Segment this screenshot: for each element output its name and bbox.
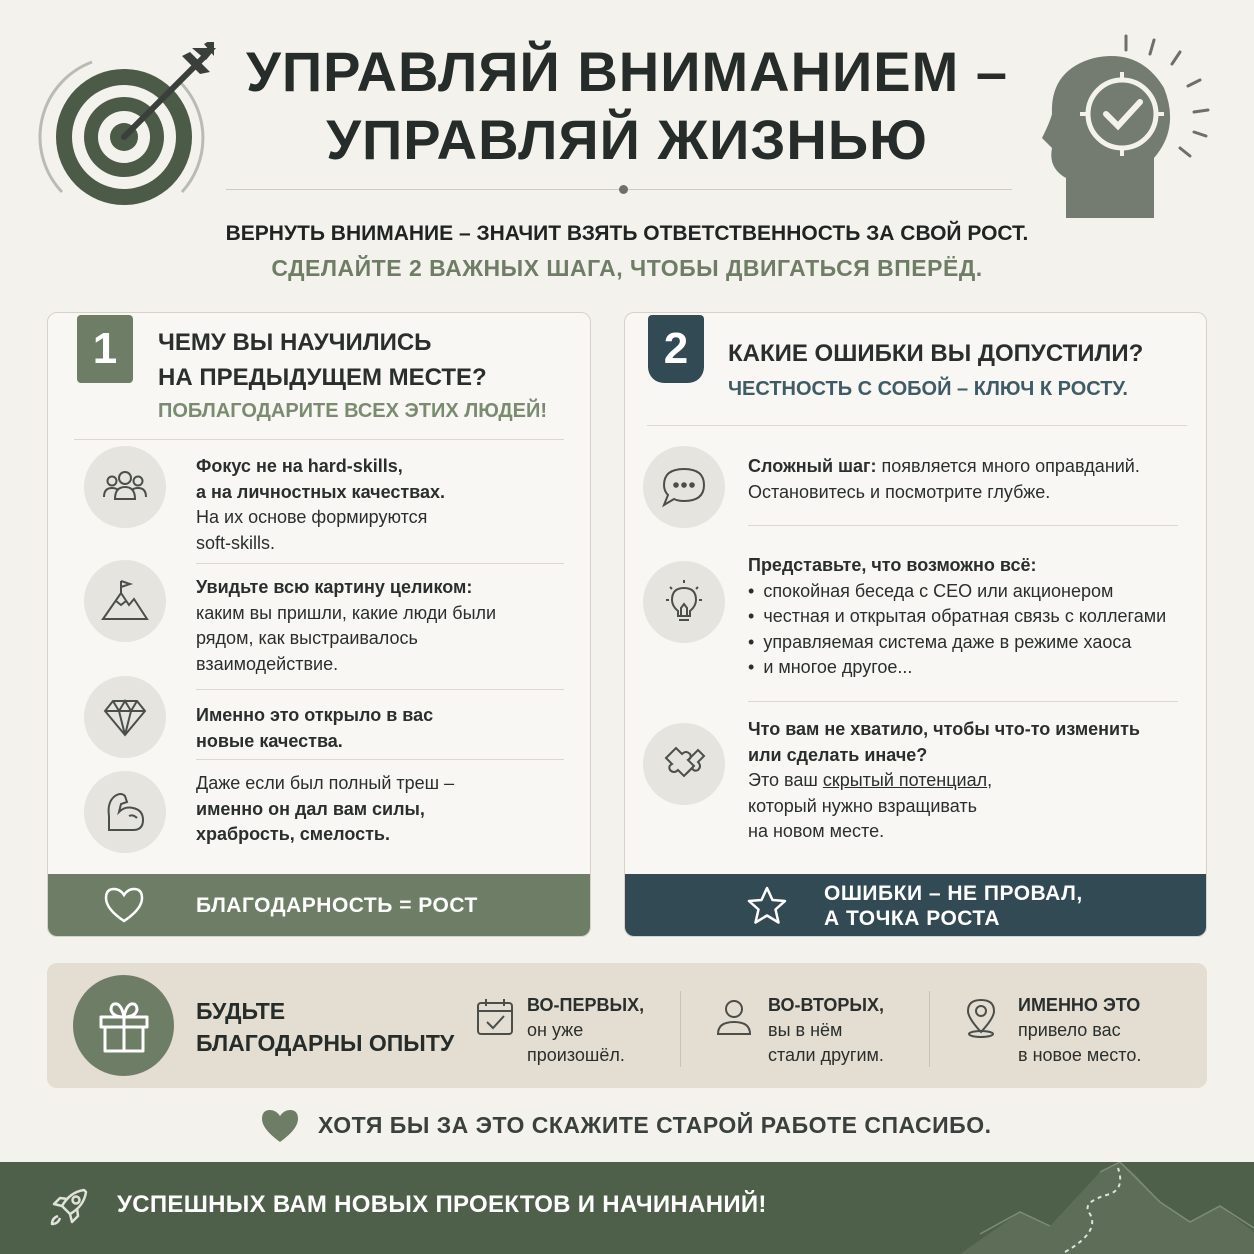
card2-footer-text	[824, 881, 1083, 931]
bullet-item: • честная и открытая обратная связь с коллегами	[748, 604, 1166, 630]
card1-title	[158, 325, 487, 395]
card2-footer-line-1: ОШИБКИ – НЕ ПРОВАЛ,	[824, 882, 1083, 905]
card2-item-3-text-1a: Это ваш	[748, 770, 818, 790]
heart-filled-icon	[260, 1107, 300, 1150]
card1-title-line-2: НА ПРЕДЫДУЩЕМ МЕСТЕ?	[158, 364, 487, 391]
mountain-summit-flag-icon	[960, 1162, 1254, 1254]
card1-item-2-text-1: каким вы пришли, какие люди были	[196, 602, 497, 623]
thanks-text: ХОТЯ БЫ ЗА ЭТО СКАЖИТЕ СТАРОЙ РАБОТЕ СПАСИБО.	[318, 1112, 992, 1138]
title-line-1: УПРАВЛЯЙ ВНИМАНИЕМ –	[246, 40, 1008, 103]
card-step-1	[47, 312, 591, 937]
card2-item-2	[748, 553, 1166, 681]
gratitude-col-3-text-2: в новое место.	[1018, 1045, 1142, 1065]
card2-item-3-text-2: который нужно взращивать	[748, 795, 977, 816]
gratitude-col-3-bold: ИМЕННО ЭТО	[1018, 995, 1141, 1015]
card1-header-divider	[74, 439, 564, 440]
card2-item-3	[748, 717, 1140, 845]
card2-footer-line-2: А ТОЧКА РОСТА	[824, 907, 1001, 930]
gratitude-col-3	[1018, 993, 1141, 1068]
gratitude-col-2-text-1: вы в нём	[768, 1020, 843, 1040]
star-outline-icon	[745, 885, 789, 932]
gift-icon	[73, 975, 174, 1076]
card1-item-2-bold: Увидьте всю картину целиком:	[196, 577, 473, 597]
card1-footer-banner	[48, 874, 590, 936]
card2-subtitle: ЧЕСТНОСТЬ С СОБОЙ – КЛЮЧ К РОСТУ.	[728, 378, 1128, 400]
gratitude-col-2	[768, 993, 884, 1068]
card2-item-3-bold-2: или сделать иначе?	[748, 744, 928, 765]
header-subtitle-2: СДЕЛАЙТЕ 2 ВАЖНЫХ ШАГА, ЧТОБЫ ДВИГАТЬСЯ ВПЕРЁД.	[271, 255, 983, 281]
card1-item-3-bold-1: Именно это открыло в вас	[196, 705, 434, 725]
card1-item-2-text-3: взаимодействие.	[196, 653, 339, 674]
bullet-item: • и многое другое...	[748, 655, 1166, 681]
card1-item-1-text-1: На их основе формируются	[196, 507, 428, 527]
gratitude-title-line-1: БУДЬТЕ	[196, 998, 286, 1024]
footer-text: УСПЕШНЫХ ВАМ НОВЫХ ПРОЕКТОВ И НАЧИНАНИЙ!	[117, 1191, 767, 1218]
card2-item-1-bold: Сложный шаг:	[748, 456, 877, 476]
card1-item-3	[196, 703, 433, 754]
heart-outline-icon	[102, 885, 146, 930]
card1-item-4-bold-1: именно он дал вам силы,	[196, 798, 425, 819]
bullet-item: • управляемая система даже в режиме хаоса	[748, 630, 1166, 656]
card1-item-4-bold-2: храбрость, смелость.	[196, 824, 390, 844]
card1-item-1	[196, 454, 445, 556]
card1-item-4	[196, 771, 454, 848]
gratitude-col-1-text-1: он уже	[527, 1020, 584, 1040]
flexed-arm-icon	[84, 771, 166, 853]
step-number-badge: 2	[648, 315, 704, 383]
card1-subtitle: ПОБЛАГОДАРИТЕ ВСЕХ ЭТИХ ЛЮДЕЙ!	[158, 400, 548, 422]
page-title	[200, 38, 1054, 174]
puzzle-icon	[643, 723, 725, 805]
mountain-flag-icon	[84, 560, 166, 642]
card1-item-1-bold-1: Фокус не на hard-skills,	[196, 456, 403, 476]
head-checkmark-icon	[1030, 28, 1230, 228]
card1-footer-text: БЛАГОДАРНОСТЬ = РОСТ	[196, 894, 478, 917]
card2-footer-banner	[625, 874, 1206, 936]
target-arrow-icon	[32, 42, 222, 222]
bullet-item: • спокойная беседа с CEO или акционером	[748, 579, 1166, 605]
card2-item-3-comma: ,	[987, 770, 993, 790]
card1-item-2	[196, 575, 496, 677]
card2-item-1-text-2: Остановитесь и посмотрите глубже.	[748, 481, 1051, 502]
gratitude-title-line-2: БЛАГОДАРНЫ ОПЫТУ	[196, 1030, 455, 1056]
card1-item-3-bold-2: новые качества.	[196, 730, 343, 751]
card2-item-3-text-3: на новом месте.	[748, 821, 885, 841]
person-icon	[713, 996, 755, 1038]
card1-item-1-bold-2: а на личностных качествах.	[196, 481, 446, 502]
speech-bubble-icon	[643, 446, 725, 528]
card2-item-1	[748, 454, 1140, 505]
people-group-icon	[84, 446, 166, 528]
gratitude-col-1-text-2: произошёл.	[527, 1045, 625, 1065]
header-divider-dot	[619, 185, 628, 194]
card1-item-1-text-2: soft-skills.	[196, 532, 276, 553]
card1-item-4-text-1: Даже если был полный треш –	[196, 773, 455, 793]
lightbulb-icon	[643, 561, 725, 643]
card2-item-1-text-1: появляется много оправданий.	[881, 456, 1140, 476]
diamond-icon	[84, 676, 166, 758]
header-subtitle-1: ВЕРНУТЬ ВНИМАНИЕ – ЗНАЧИТ ВЗЯТЬ ОТВЕТСТВЕННОСТЬ ЗА СВОЙ РОСТ.	[225, 222, 1029, 245]
location-pin-icon	[960, 996, 1002, 1038]
gratitude-divider	[929, 991, 930, 1067]
footer-banner	[0, 1162, 1254, 1254]
card1-item-2-text-2: рядом, как выстраивалось	[196, 628, 418, 648]
calendar-check-icon	[474, 996, 516, 1038]
card2-item-3-bold-1: Что вам не хватило, чтобы что-то изменить	[748, 719, 1141, 739]
title-line-2: УПРАВЛЯЙ ЖИЗНЬЮ	[326, 108, 928, 171]
card1-title-line-1: ЧЕМУ ВЫ НАУЧИЛИСЬ	[158, 329, 432, 356]
gratitude-col-2-bold: ВО-ВТОРЫХ,	[768, 995, 885, 1015]
gratitude-col-1-bold: ВО-ПЕРВЫХ,	[527, 995, 645, 1015]
rocket-icon	[44, 1182, 94, 1237]
card2-title: КАКИЕ ОШИБКИ ВЫ ДОПУСТИЛИ?	[728, 340, 1144, 367]
gratitude-title	[196, 995, 454, 1059]
card2-item-3-underlined: скрытый потенциал	[822, 770, 988, 790]
gratitude-col-2-text-2: стали другим.	[768, 1045, 884, 1065]
gratitude-divider	[680, 991, 681, 1067]
gratitude-col-1	[527, 993, 644, 1068]
card2-item-2-bold: Представьте, что возможно всё:	[748, 555, 1037, 575]
gratitude-band	[47, 963, 1207, 1088]
card-step-2	[624, 312, 1207, 937]
gratitude-col-3-text-1: привело вас	[1018, 1020, 1121, 1040]
card2-header-divider	[647, 425, 1187, 426]
step-number-badge: 1	[77, 315, 133, 383]
